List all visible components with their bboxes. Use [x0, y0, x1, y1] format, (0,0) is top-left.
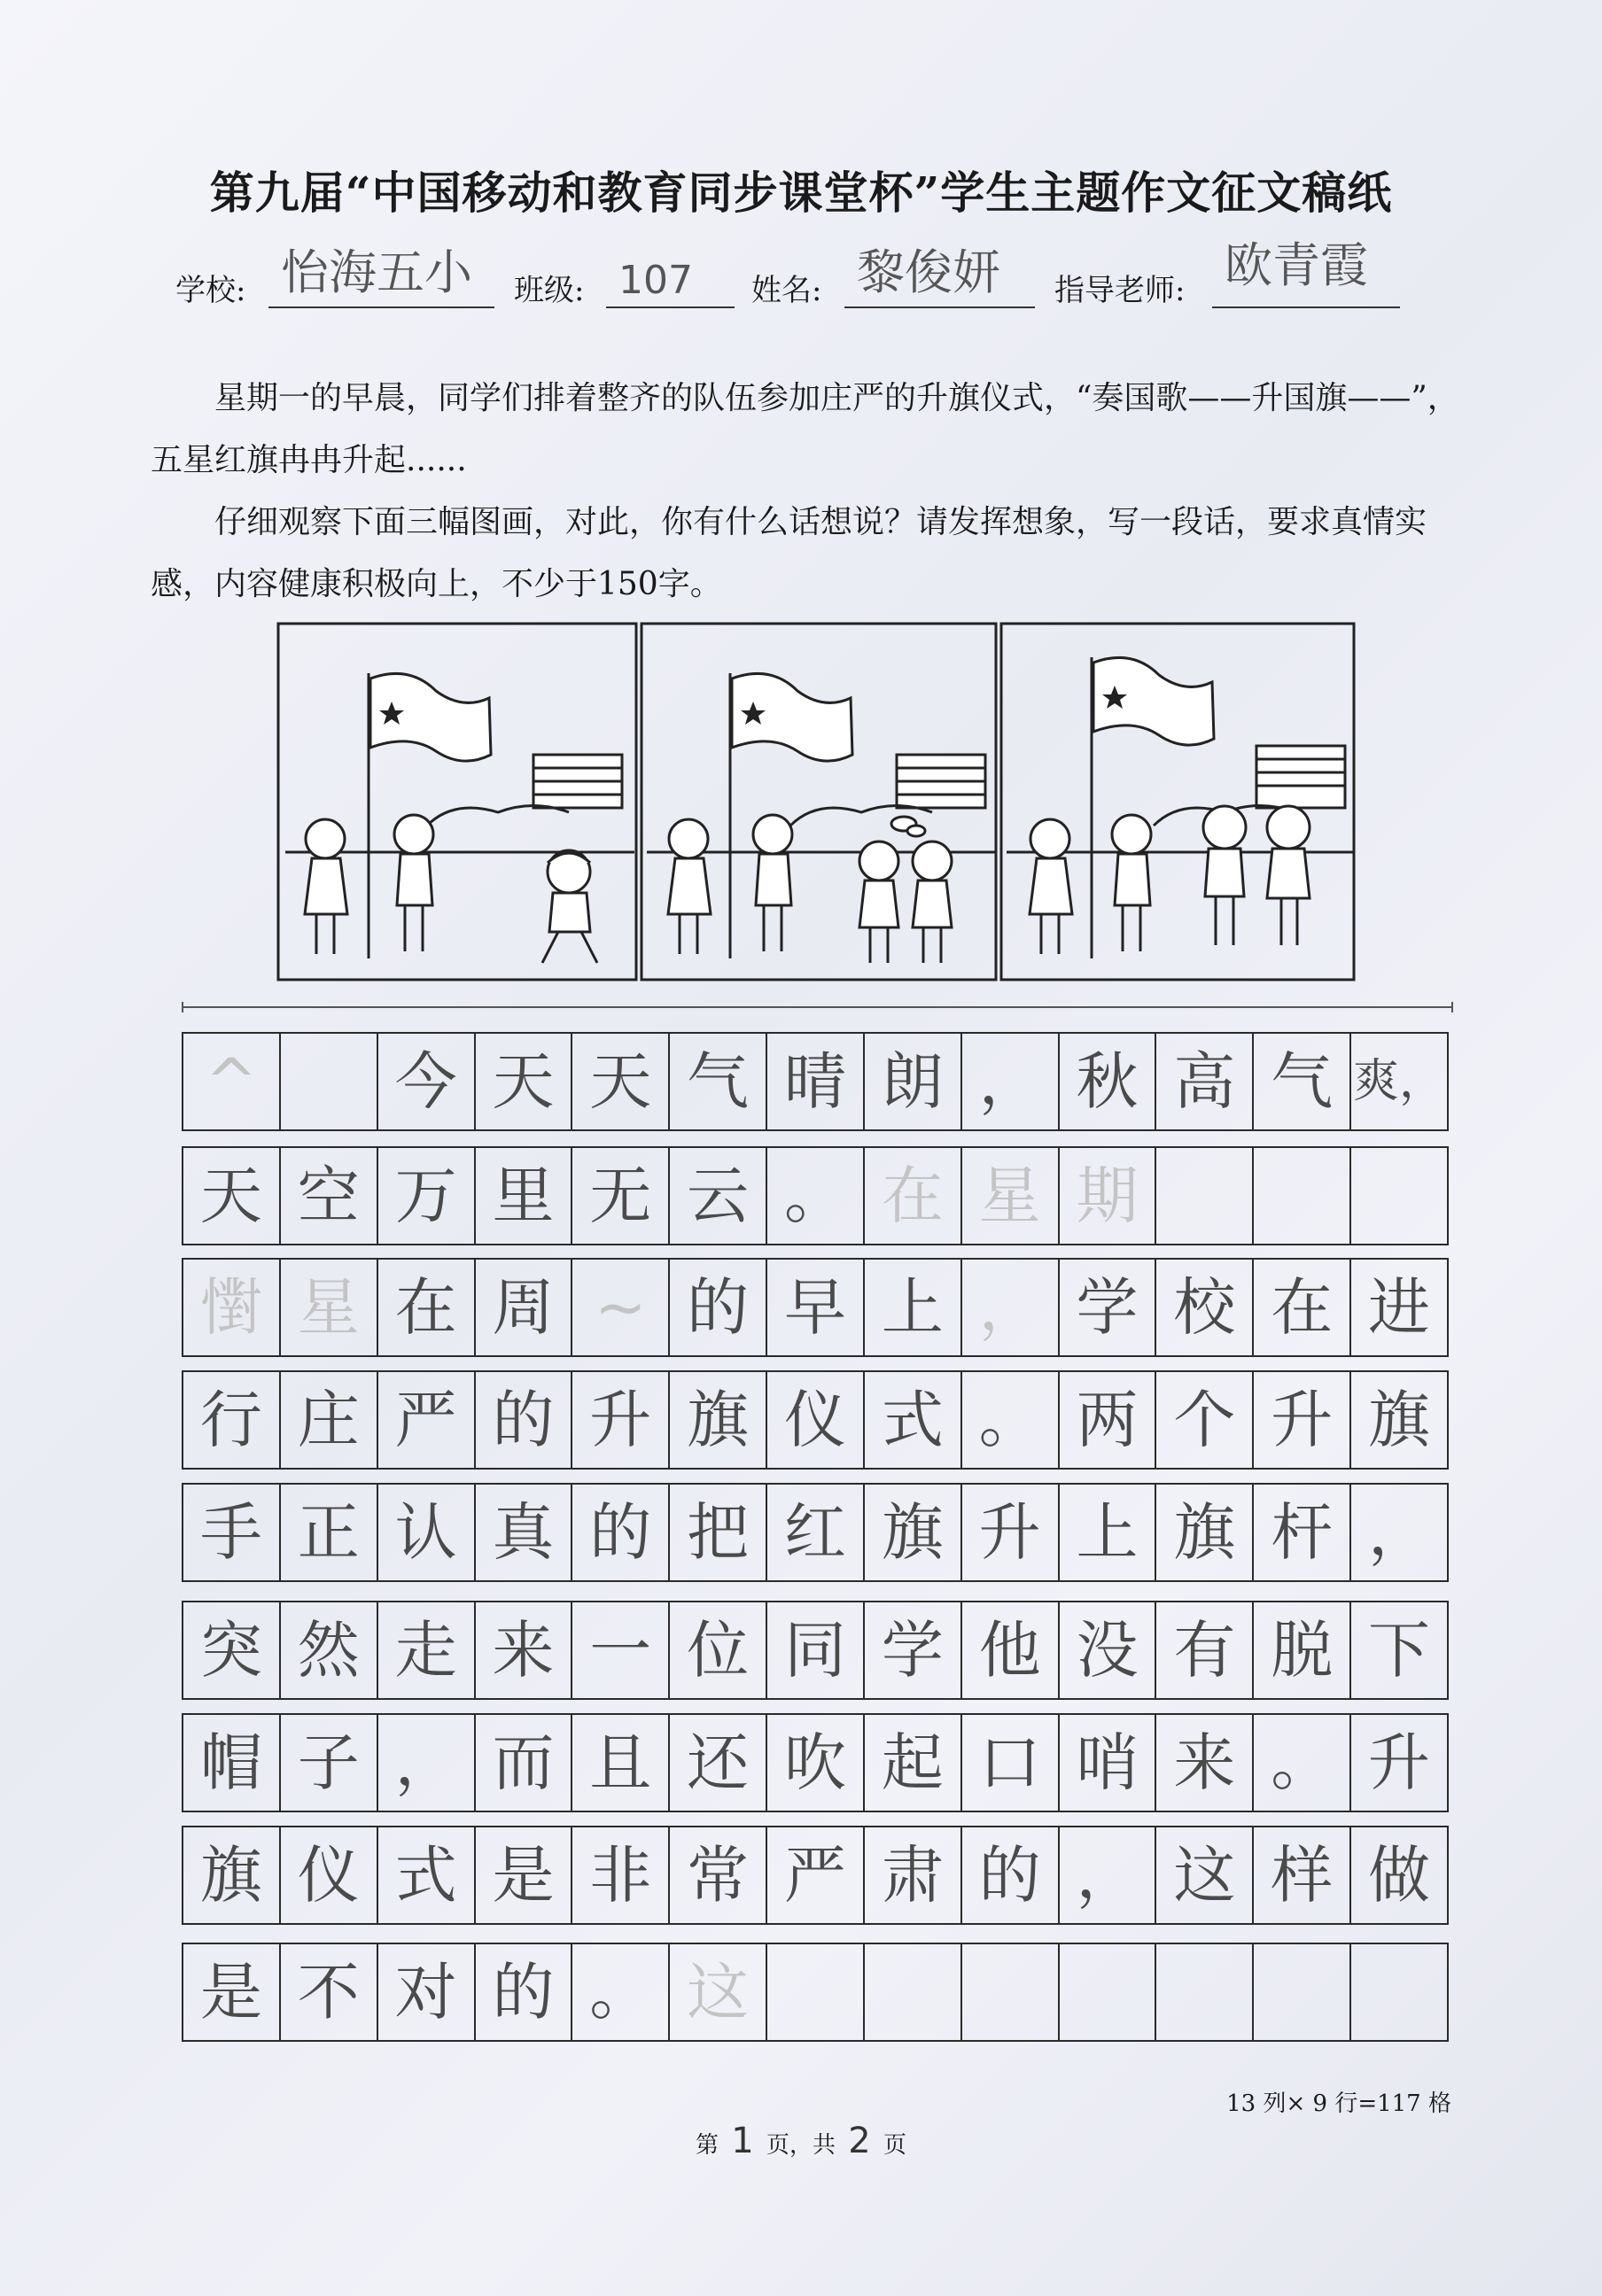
grid-cell: 非: [572, 1827, 670, 1923]
grid-cell: [1351, 1148, 1447, 1244]
panel-1: [285, 673, 634, 963]
grid-cell: 的: [476, 1944, 573, 2040]
grid-cell: 这: [1156, 1827, 1254, 1923]
grid-cell: 严: [767, 1827, 865, 1923]
class-field: [606, 258, 735, 308]
grid-cell: 升: [962, 1485, 1060, 1580]
grid-cell: 无: [572, 1148, 670, 1244]
grid-cell: 空: [281, 1148, 378, 1244]
grid-cell: 式: [865, 1372, 962, 1468]
panel-2: [647, 673, 996, 963]
grid-cell: 晴: [767, 1034, 865, 1129]
grid-cell: 星: [281, 1260, 378, 1355]
prompt-paragraph-1: 星期一的早晨，同学们排着整齐的队伍参加庄严的升旗仪式，“奏国歌——升国旗——”，五星红旗冉冉升起......: [151, 380, 1459, 478]
grid-cell: 还: [670, 1715, 767, 1811]
grid-cell: 里: [476, 1148, 573, 1244]
grid-cell: 云: [670, 1148, 767, 1244]
grid-cell: 然: [281, 1602, 378, 1698]
page-middle: 页，共: [766, 2132, 836, 2159]
grid-cell: 升: [572, 1372, 670, 1468]
grid-cell: ，: [1060, 1827, 1157, 1923]
grid-cell: 。: [962, 1372, 1060, 1468]
grid-cell: 红: [767, 1485, 865, 1580]
grid-cell: [1060, 1944, 1157, 2040]
grid-cell: 把: [670, 1485, 767, 1580]
name-label: 姓名:: [751, 273, 822, 308]
name-value: 黎俊妍: [857, 244, 1000, 300]
grid-cell: [767, 1944, 865, 2040]
name-field: [844, 244, 1035, 308]
grid-cell: 㦠: [183, 1260, 281, 1355]
grid-row: [182, 1826, 1449, 1925]
grid-cell: 常: [670, 1827, 767, 1923]
grid-row: [182, 1483, 1449, 1582]
flag-ceremony-illustration: [276, 622, 1356, 981]
grid-cell: 手: [183, 1485, 281, 1580]
grid-cell: 没: [1060, 1602, 1157, 1698]
grid-cell: 。: [572, 1944, 670, 2040]
grid-cell: 朗: [865, 1034, 962, 1129]
grid-cell: 的: [670, 1260, 767, 1355]
grid-cell: 式: [378, 1827, 476, 1923]
grid-cell: 仪: [281, 1827, 378, 1923]
grid-cell: 来: [1156, 1715, 1254, 1811]
prompt-paragraph-2: 仔细观察下面三幅图画，对此，你有什么话想说？请发挥想象，写一段话，要求真情实感，内容健康积极向上，不少于150字。: [151, 504, 1427, 602]
grid-cell: [1351, 1944, 1447, 2040]
grid-cell: 吹: [767, 1715, 865, 1811]
grid-cell: 校: [1156, 1260, 1254, 1355]
grid-cell: 上: [1060, 1485, 1157, 1580]
grid-cell: 是: [476, 1827, 573, 1923]
grid-cell: 来: [476, 1602, 573, 1698]
school-value: 怡海五小: [281, 244, 472, 300]
page-prefix: 第: [695, 2132, 719, 2159]
grid-cell: 学: [865, 1602, 962, 1698]
grid-cell: ，: [962, 1260, 1060, 1355]
grid-cell: 旗: [1156, 1485, 1254, 1580]
grid-cell: 旗: [670, 1372, 767, 1468]
grid-cell: 有: [1156, 1602, 1254, 1698]
grid-cell: 上: [865, 1260, 962, 1355]
grid-cell: 期: [1060, 1148, 1157, 1244]
grid-size-caption: 13 列× 9 行=117 格: [1226, 2090, 1451, 2117]
grid-cell: 仪: [767, 1372, 865, 1468]
grid-cell: 两: [1060, 1372, 1157, 1468]
grid-cell: 的: [962, 1827, 1060, 1923]
grid-cell: 今: [378, 1034, 476, 1129]
grid-cell: 的: [476, 1372, 573, 1468]
grid-cell: ~: [572, 1260, 670, 1355]
grid-cell: 位: [670, 1602, 767, 1698]
page-total: 2: [848, 2121, 871, 2161]
grid-cell: 星: [962, 1148, 1060, 1244]
grid-row: [182, 1943, 1449, 2042]
grid-cell: 气: [670, 1034, 767, 1129]
grid-cell: [962, 1944, 1060, 2040]
class-value: 107: [618, 258, 693, 303]
grid-cell: [1156, 1148, 1254, 1244]
paper-title: 第九届“中国移动和教育同步课堂杯”学生主题作文征文稿纸: [209, 167, 1393, 219]
grid-cell: 在: [1254, 1260, 1351, 1355]
grid-cell: 升: [1254, 1372, 1351, 1468]
grid-cell: 天: [476, 1034, 573, 1129]
illustration-svg: [276, 622, 1356, 981]
grid-cell: [1254, 1148, 1351, 1244]
grid-row: [182, 1032, 1449, 1131]
divider-rule: [182, 1006, 1453, 1008]
grid-cell: 个: [1156, 1372, 1254, 1468]
grid-row: [182, 1601, 1449, 1700]
teacher-label: 指导老师:: [1054, 273, 1186, 308]
grid-cell: 庄: [281, 1372, 378, 1468]
grid-cell: 的: [572, 1485, 670, 1580]
page-counter: [0, 2121, 1602, 2161]
teacher-field: [1212, 237, 1400, 308]
grid-cell: [1156, 1944, 1254, 2040]
grid-row: [182, 1258, 1449, 1357]
grid-cell: ，: [378, 1715, 476, 1811]
grid-cell: 进: [1368, 1271, 1431, 1344]
grid-cell: 秋: [1060, 1034, 1157, 1129]
grid-cell: 对: [378, 1944, 476, 2040]
grid-cell: 。: [767, 1148, 865, 1244]
grid-cell: 而: [476, 1715, 573, 1811]
grid-cell: 升: [1368, 1726, 1431, 1799]
grid-cell: 爽，: [1353, 1055, 1446, 1108]
grid-cell: 高: [1156, 1034, 1254, 1129]
grid-cell: 突: [183, 1602, 281, 1698]
grid-cell: 。: [1254, 1715, 1351, 1811]
grid-cell: 帽: [183, 1715, 281, 1811]
grid-cell: [1254, 1944, 1351, 2040]
grid-cell: 万: [378, 1148, 476, 1244]
grid-cell: 杆: [1254, 1485, 1351, 1580]
grid-cell: 行: [183, 1372, 281, 1468]
grid-cell: 走: [378, 1602, 476, 1698]
grid-row: [182, 1370, 1449, 1470]
grid-cell: 天: [572, 1034, 670, 1129]
class-label: 班级:: [514, 273, 585, 308]
grid-cell: 脱: [1254, 1602, 1351, 1698]
grid-cell: 样: [1254, 1827, 1351, 1923]
grid-cell: 气: [1254, 1034, 1351, 1129]
grid-cell: 旗: [865, 1485, 962, 1580]
grid-cell: ^: [183, 1034, 281, 1129]
grid-cell: ，: [1368, 1496, 1431, 1569]
grid-cell: 是: [183, 1944, 281, 2040]
grid-cell: 口: [962, 1715, 1060, 1811]
grid-cell: 在: [865, 1148, 962, 1244]
grid-cell: [865, 1944, 962, 2040]
grid-cell: 早: [767, 1260, 865, 1355]
grid-cell: 下: [1368, 1614, 1431, 1687]
grid-cell: 这: [670, 1944, 767, 2040]
grid-cell: 同: [767, 1602, 865, 1698]
grid-cell: 认: [378, 1485, 476, 1580]
grid-cell: 子: [281, 1715, 378, 1811]
teacher-value: 欧青霞: [1225, 237, 1368, 293]
grid-cell: 他: [962, 1602, 1060, 1698]
grid-cell: 周: [476, 1260, 573, 1355]
grid-cell: 真: [476, 1485, 573, 1580]
grid-cell: 天: [183, 1148, 281, 1244]
page-suffix: 页: [883, 2132, 906, 2159]
grid-cell: 正: [281, 1485, 378, 1580]
grid-cell: 在: [378, 1260, 476, 1355]
grid-cell: 严: [378, 1372, 476, 1468]
grid-cell: 肃: [865, 1827, 962, 1923]
grid-cell: 学: [1060, 1260, 1157, 1355]
grid-cell: 一: [572, 1602, 670, 1698]
grid-cell: ，: [962, 1034, 1060, 1129]
grid-row: [182, 1713, 1449, 1812]
panel-3: [1007, 657, 1354, 958]
grid-cell: 起: [865, 1715, 962, 1811]
grid-cell: 且: [572, 1715, 670, 1811]
grid-cell: 哨: [1060, 1715, 1157, 1811]
grid-cell: 不: [281, 1944, 378, 2040]
school-label: 学校:: [175, 273, 246, 308]
grid-cell: [281, 1034, 378, 1129]
grid-row: [182, 1146, 1449, 1245]
grid-cell: 做: [1368, 1839, 1431, 1912]
school-field: [268, 244, 494, 308]
grid-cell: 旗: [183, 1827, 281, 1923]
grid-cell: 旗: [1368, 1384, 1431, 1456]
page-number: 1: [731, 2121, 754, 2161]
